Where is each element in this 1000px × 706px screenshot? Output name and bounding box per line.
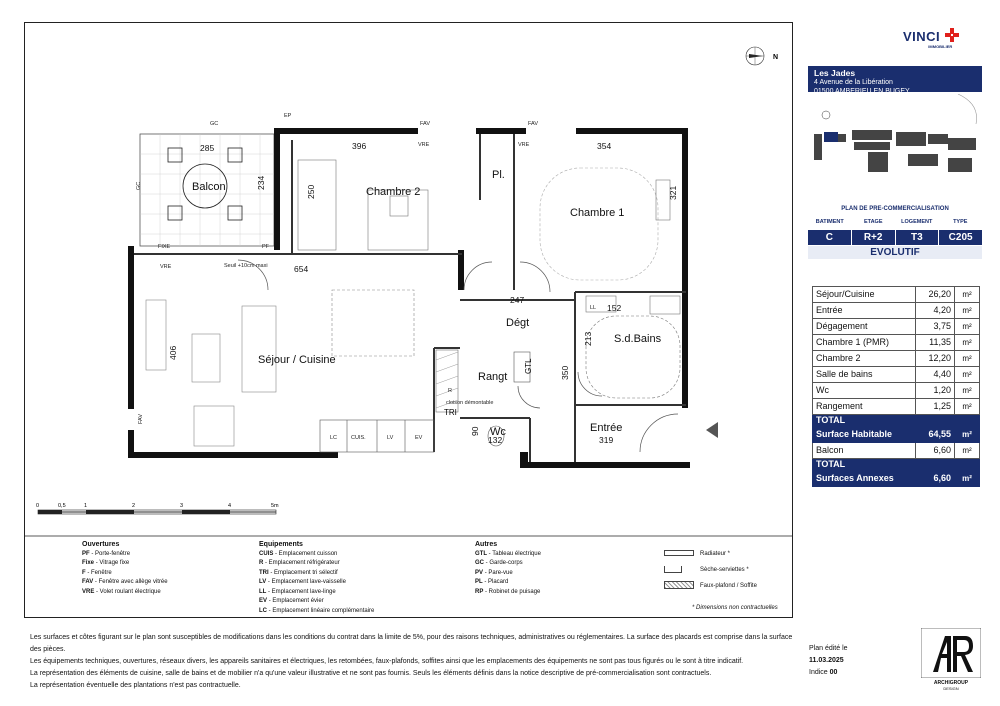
- edition-label: Plan édité le: [809, 645, 848, 652]
- architect-sub: DESIGN: [943, 686, 959, 691]
- label-gc-side: GC: [136, 181, 142, 190]
- unit-label: EVOLUTIF: [808, 246, 982, 259]
- legend-item: [259, 597, 374, 607]
- legend-note: * Dimensions non contractuelles: [692, 605, 778, 611]
- dim-319: 319: [599, 435, 614, 445]
- annex-total-label: TOTAL: [813, 459, 980, 471]
- dim-213: 213: [583, 331, 593, 346]
- legend-text: - Fenêtre avec allège vitrée: [94, 579, 168, 585]
- surface-name: Séjour/Cuisine: [813, 287, 916, 303]
- room-degt: Dégt: [506, 317, 530, 329]
- dim-132: 132: [488, 435, 503, 445]
- label-vre-1: VRE: [418, 142, 430, 148]
- total-unit: m²: [955, 427, 980, 443]
- footnote-line: La représentation des éléments de cuisine, salle de bains et de mobilier n'a qu'une valeur illustrative et ne sont pas fournis. Seuls les éléments définis dans la notice descriptive de pré-commercialisation sont contractuels.: [30, 670, 712, 677]
- footnote-line: La représentation éventuelle des plantations n'est pas contractuelle.: [30, 682, 241, 689]
- legend-text: - Emplacement linéaire complémentaire: [268, 607, 375, 614]
- vinci-logo: [903, 28, 960, 49]
- room-rangt: Rangt: [478, 371, 508, 383]
- site-compass-icon: [822, 111, 830, 119]
- legend-text: - Pare-vue: [484, 569, 513, 576]
- dim-350: 350: [560, 365, 570, 380]
- unit-value: C: [808, 230, 852, 245]
- legend-item: [475, 550, 541, 560]
- legend-symbol-text: Sèche-serviettes *: [700, 567, 749, 573]
- surface-unit: m²: [955, 443, 980, 459]
- label-fav-1: FAV: [420, 121, 430, 127]
- dim-247: 247: [510, 295, 525, 305]
- scale-tick-1: 0,5: [58, 503, 66, 509]
- dim-285: 285: [200, 143, 215, 153]
- legend-text: - Vitrage fixe: [95, 560, 130, 566]
- label-ev: EV: [415, 435, 423, 441]
- legend-item: [259, 569, 374, 579]
- unit-header: TYPE: [953, 219, 968, 225]
- legend-code: CUIS: [259, 550, 274, 557]
- annex-total-row: [813, 459, 980, 471]
- legend-code: PV: [475, 569, 484, 576]
- table-row: [813, 319, 980, 335]
- legend-text: - Emplacement évier: [268, 598, 324, 604]
- legend-symbols: [664, 546, 757, 594]
- legend-symbol-text: Radiateur *: [700, 551, 731, 557]
- scale-tick-0: 0: [36, 503, 40, 509]
- unit-header: ETAGE: [863, 219, 883, 225]
- compass-label: N: [773, 54, 779, 61]
- surface-name: Salle de bains: [813, 367, 916, 383]
- table-row: [813, 399, 980, 415]
- label-vre-2: VRE: [518, 142, 530, 148]
- scale-bar: [38, 510, 276, 514]
- dim-152: 152: [607, 303, 622, 313]
- legend-code: TRI: [259, 569, 269, 576]
- legend-title: Autres: [475, 541, 498, 548]
- legend-item: [82, 578, 168, 588]
- label-fixe: FIXE: [158, 244, 171, 250]
- legend-text: - Volet roulant électrique: [96, 588, 161, 595]
- room-balcon: Balcon: [192, 181, 226, 193]
- unit-value: R+2: [852, 230, 896, 245]
- unit-value: T3: [896, 230, 940, 245]
- surface-name: Chambre 2: [813, 351, 916, 367]
- surfaces-table: [812, 286, 980, 487]
- label-gtl: GTL: [524, 358, 533, 374]
- surface-unit: m²: [955, 351, 980, 367]
- legend-item: [475, 578, 541, 588]
- chambre1-bed: [540, 168, 658, 280]
- address-block: [808, 66, 982, 95]
- indice-label: Indice: [809, 669, 828, 676]
- label-vre-3: VRE: [160, 264, 172, 270]
- legend-code: Fixe: [82, 560, 95, 566]
- legend-text: - Robinet de puisage: [485, 588, 541, 595]
- scale-tick-3: 2: [132, 503, 136, 509]
- dim-406: 406: [168, 345, 178, 360]
- unit-header: BATIMENT: [815, 219, 844, 225]
- legend-item: [259, 550, 374, 560]
- legend-text: - Emplacement tri sélectif: [270, 569, 338, 576]
- surface-unit: m²: [955, 287, 980, 303]
- surface-unit: m²: [955, 399, 980, 415]
- surface-value: 1,25: [916, 399, 955, 415]
- address-name: Les Jades: [814, 68, 856, 78]
- total-label: TOTAL: [813, 415, 980, 427]
- label-tri: TRI: [444, 408, 457, 417]
- label-ll: LL: [590, 305, 597, 311]
- total-label: Surface Habitable: [813, 427, 916, 443]
- legend-code: RP: [475, 588, 484, 595]
- surface-name: Wc: [813, 383, 916, 399]
- legend-item: [475, 569, 541, 579]
- surface-value: 3,75: [916, 319, 955, 335]
- label-fav-2: FAV: [528, 121, 538, 127]
- edition-block: [809, 643, 848, 679]
- legend-code: EV: [259, 598, 268, 604]
- legend-title: Equipements: [259, 541, 303, 548]
- surface-unit: m²: [955, 319, 980, 335]
- label-lv: LV: [387, 435, 394, 441]
- legend-ouvertures: [82, 540, 168, 597]
- scale-tick-6: 5m: [271, 503, 279, 509]
- legend-text: - Placard: [484, 579, 509, 585]
- label-ep: EP: [284, 113, 292, 119]
- surface-name: Entrée: [813, 303, 916, 319]
- legend: [24, 536, 793, 618]
- dim-250: 250: [306, 184, 316, 199]
- chambre2-furniture: [298, 160, 428, 250]
- surface-value: 1,20: [916, 383, 955, 399]
- side-panel: [808, 66, 982, 95]
- table-row: [813, 303, 980, 319]
- legend-item: [259, 588, 374, 598]
- scale-tick-4: 3: [180, 503, 184, 509]
- legend-code: R: [259, 560, 264, 566]
- dim-396: 396: [352, 141, 367, 151]
- surface-value: 11,35: [916, 335, 955, 351]
- legend-item: [475, 559, 541, 569]
- legend-item: [259, 578, 374, 588]
- footnote-line: Les surfaces et côtes figurant sur le plan sont susceptibles de modifications dans les conditions du contrat dans la limite de 5%, pour des raisons techniques, administratives ou réglementaires. La surface des placards est comprise dans la surface des pièces.: [30, 634, 793, 653]
- brand-name: VINCI: [903, 29, 941, 44]
- architect-name: ARCHIGROUP: [933, 680, 969, 686]
- indice-value: 00: [829, 669, 838, 676]
- legend-code: F: [82, 569, 86, 576]
- table-row: [813, 287, 980, 303]
- legend-text: - Emplacement cuisson: [275, 550, 338, 557]
- annex-total-unit: m²: [955, 471, 980, 487]
- footnotes: [30, 632, 805, 692]
- room-chambre1: Chambre 1: [570, 207, 625, 219]
- legend-symbol: [664, 578, 757, 594]
- table-row: [813, 351, 980, 367]
- table-row: [813, 383, 980, 399]
- legend-code: LL: [259, 588, 267, 595]
- label-cuis: CUIS.: [351, 435, 366, 441]
- legend-text: - Emplacement lave-linge: [268, 588, 336, 595]
- dim-321: 321: [668, 185, 678, 200]
- surface-name: Dégagement: [813, 319, 916, 335]
- legend-title: Ouvertures: [82, 541, 120, 548]
- legend-text: - Emplacement réfrigérateur: [265, 560, 340, 566]
- total-row: [813, 415, 980, 427]
- legend-code: PF: [82, 550, 90, 557]
- room-placard: Pl.: [492, 169, 505, 181]
- label-pf: PF: [262, 244, 270, 250]
- plan-title: PLAN DE PRE-COMMERCIALISATION: [841, 206, 949, 212]
- surface-unit: m²: [955, 303, 980, 319]
- surface-value: 4,40: [916, 367, 955, 383]
- legend-item: [259, 607, 374, 617]
- legend-item: [475, 588, 541, 598]
- table-row: [813, 443, 980, 459]
- legend-autres: [475, 540, 541, 597]
- legend-text: - Garde-corps: [485, 560, 523, 566]
- radiator-icon: [664, 550, 694, 556]
- annex-total-row: [813, 471, 980, 487]
- edition-indice-row: [809, 667, 848, 679]
- legend-item: [259, 559, 374, 569]
- edition-date: 11.03.2025: [809, 657, 844, 664]
- architect-logo: [921, 628, 981, 706]
- legend-code: LV: [259, 579, 267, 585]
- dim-90: 90: [470, 426, 480, 436]
- label-lc: LC: [330, 435, 338, 441]
- surface-unit: m²: [955, 367, 980, 383]
- legend-code: VRE: [82, 588, 95, 595]
- surface-name: Balcon: [813, 443, 916, 459]
- brand-sub: IMMOBILIER: [928, 44, 953, 49]
- vinci-cross-icon: [944, 28, 960, 42]
- dim-234: 234: [256, 175, 266, 190]
- legend-code: FAV: [82, 579, 94, 585]
- surface-value: 26,20: [916, 287, 955, 303]
- annex-total-value: 6,60: [916, 471, 955, 487]
- site-map: [808, 94, 982, 198]
- legend-equipements: [259, 540, 374, 616]
- total-row: [813, 427, 980, 443]
- room-wc: Wc: [490, 426, 506, 438]
- legend-symbol: [664, 562, 757, 578]
- unit-header: LOGEMENT: [901, 219, 933, 225]
- legend-item: [82, 550, 168, 560]
- surface-value: 12,20: [916, 351, 955, 367]
- label-fav-3: FAV: [138, 414, 144, 424]
- label-seuil: Seuil +10cm maxi: [224, 263, 268, 269]
- entry-arrow-icon: [706, 422, 718, 438]
- sejour-furniture: [146, 290, 414, 446]
- legend-code: GTL: [475, 550, 487, 557]
- legend-code: LC: [259, 607, 267, 614]
- scale-tick-5: 4: [228, 503, 232, 509]
- room-chambre2: Chambre 2: [366, 186, 421, 198]
- label-gc-top: GC: [210, 121, 219, 127]
- legend-code: GC: [475, 560, 484, 566]
- room-entree: Entrée: [590, 422, 623, 434]
- surface-value: 4,20: [916, 303, 955, 319]
- unit-headers: [808, 219, 982, 225]
- legend-symbol-text: Faux-plafond / Soffite: [700, 583, 757, 589]
- legend-item: [82, 588, 168, 598]
- surface-unit: m²: [955, 383, 980, 399]
- address-street: 4 Avenue de la Libération: [814, 79, 893, 86]
- annex-total-label: Surfaces Annexes: [813, 471, 916, 487]
- legend-text: - Emplacement lave-vaisselle: [267, 579, 346, 585]
- room-sdb: S.d.Bains: [614, 333, 662, 345]
- archigroup-logo-icon: [921, 628, 981, 678]
- table-row: [813, 335, 980, 351]
- surface-unit: m²: [955, 335, 980, 351]
- total-value: 64,55: [916, 427, 955, 443]
- table-row: [813, 367, 980, 383]
- address-city: 01500 AMBERIEU EN BUGEY: [814, 88, 910, 95]
- legend-text: - Tableau électrique: [488, 550, 541, 557]
- room-sejour: Séjour / Cuisine: [258, 354, 336, 366]
- soffit-icon: [664, 581, 694, 589]
- legend-item: [82, 569, 168, 579]
- label-cloison: cloison démontable: [446, 400, 494, 406]
- legend-text: - Fenêtre: [87, 569, 112, 576]
- scale-tick-2: 1: [84, 503, 88, 509]
- compass-icon: [746, 47, 764, 65]
- legend-text: - Porte-fenêtre: [91, 550, 131, 557]
- footnote-line: Les équipements techniques, ouvertures, réseaux divers, les appareils sanitaires et électriques, les retombées, faux-plafonds, soffites ainsi que les emplacements des équipements ne sont pas tous figurés ou le sont à titre indicatif.: [30, 658, 744, 665]
- legend-item: [82, 559, 168, 569]
- bath-fixtures: [586, 296, 680, 398]
- unit-value: C205: [948, 232, 973, 243]
- towel-dryer-icon: [664, 566, 682, 573]
- label-r: R: [448, 388, 452, 394]
- unit-values: [808, 230, 982, 245]
- surface-name: Rangement: [813, 399, 916, 415]
- dim-654: 654: [294, 264, 309, 274]
- surface-value: 6,60: [916, 443, 955, 459]
- legend-symbol: [664, 546, 757, 562]
- surface-name: Chambre 1 (PMR): [813, 335, 916, 351]
- legend-code: PL: [475, 579, 483, 585]
- dim-354: 354: [597, 141, 612, 151]
- exterior-walls: [128, 128, 690, 468]
